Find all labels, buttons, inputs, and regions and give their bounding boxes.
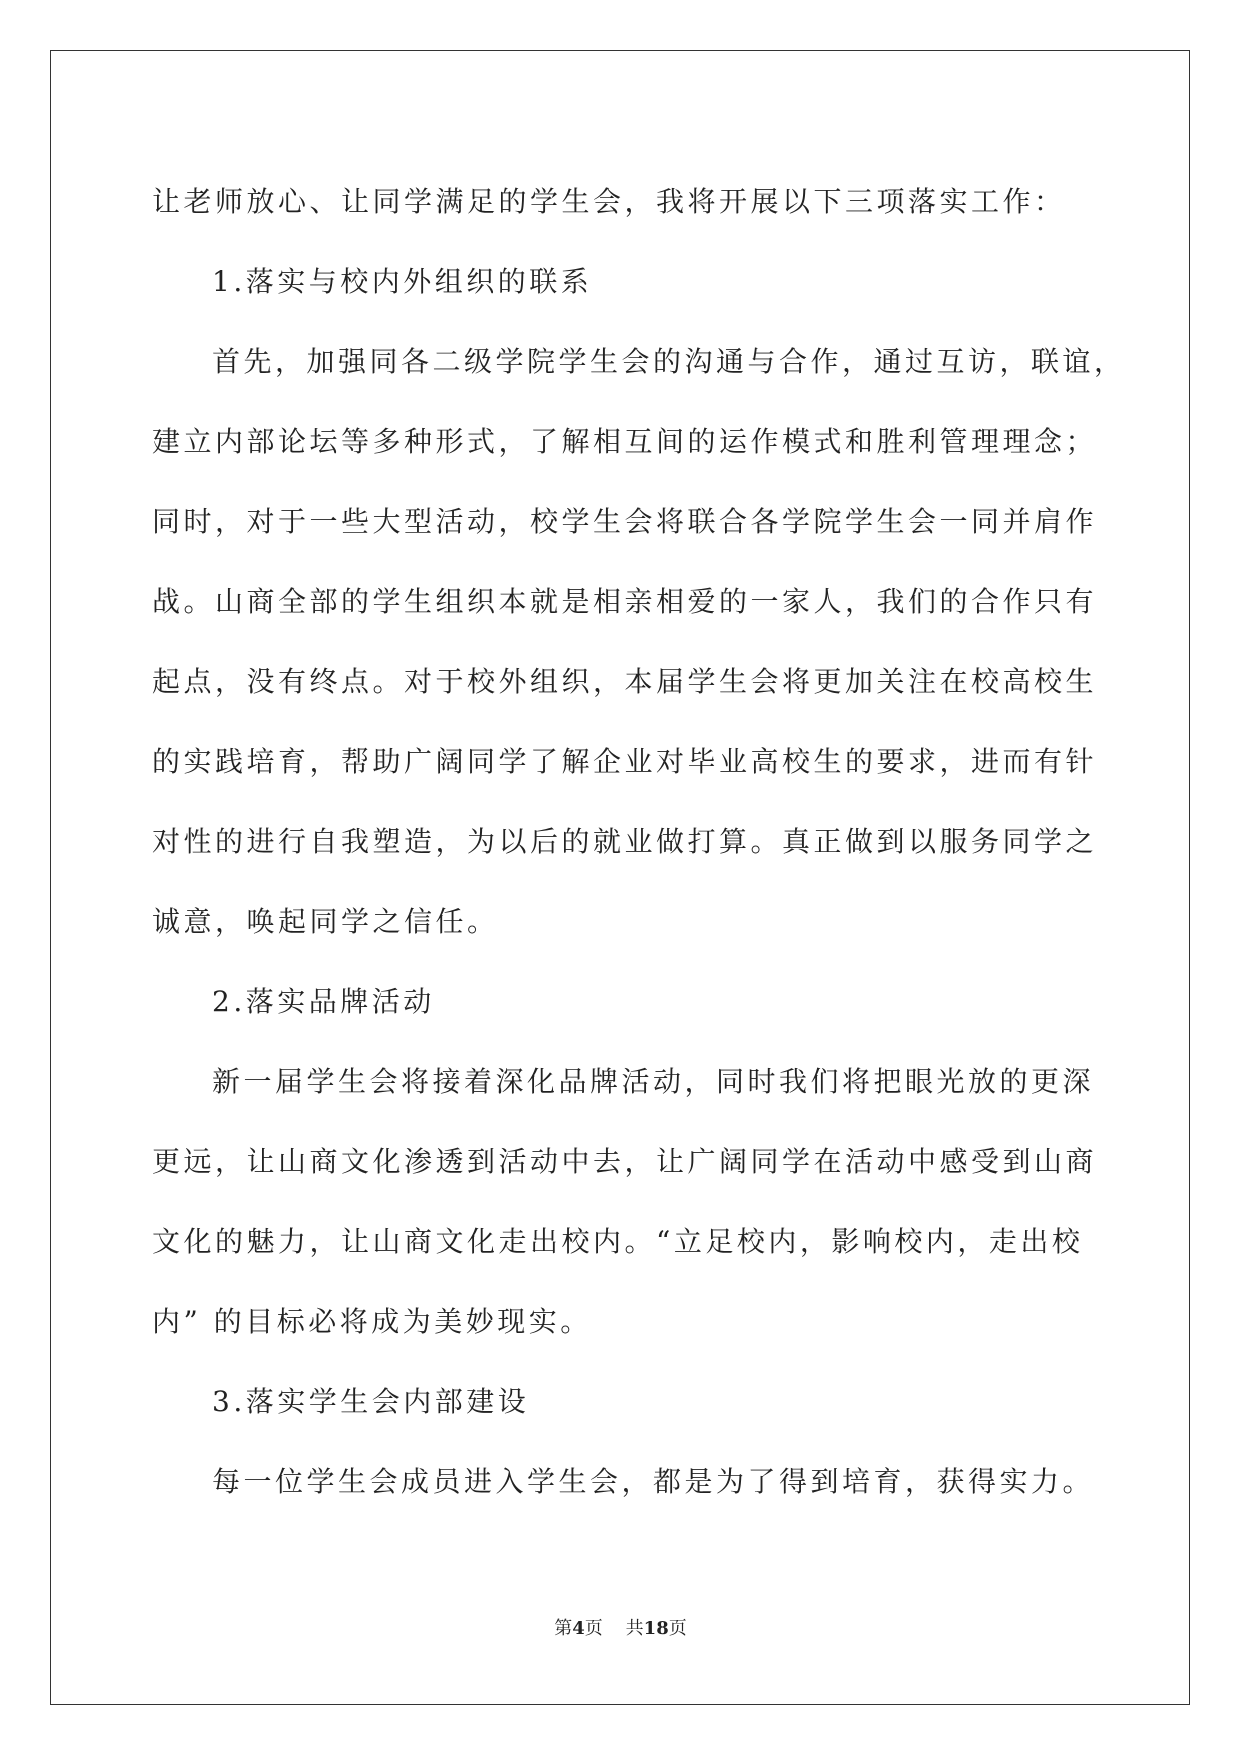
paragraph-line: 建立内部论坛等多种形式，了解相互间的运作模式和胜利管理理念；	[152, 425, 1098, 458]
page-number: 4	[572, 1618, 585, 1639]
total-prefix: 共	[625, 1618, 644, 1639]
paragraph-line: 内” 的目标必将成为美妙现实。	[152, 1305, 592, 1338]
paragraph-line: 让老师放心、让同学满足的学生会，我将开展以下三项落实工作：	[152, 185, 1066, 218]
page-prefix: 第	[554, 1618, 573, 1639]
section-heading: 3.落实学生会内部建设	[212, 1385, 530, 1418]
paragraph-line: 战。山商全部的学生组织本就是相亲相爱的一家人，我们的合作只有	[152, 585, 1098, 618]
paragraph-line: 首先，加强同各二级学院学生会的沟通与合作，通过互访，联谊，	[212, 345, 1126, 378]
paragraph-line: 每一位学生会成员进入学生会，都是为了得到培育，获得实力。	[212, 1465, 1095, 1498]
paragraph-line: 对性的进行自我塑造，为以后的就业做打算。真正做到以服务同学之	[152, 825, 1098, 858]
paragraph-line: 起点，没有终点。对于校外组织，本届学生会将更加关注在校高校生	[152, 665, 1098, 698]
page-footer	[0, 1614, 1241, 1640]
section-heading: 1.落实与校内外组织的联系	[212, 265, 593, 298]
paragraph-line: 的实践培育，帮助广阔同学了解企业对毕业高校生的要求，进而有针	[152, 745, 1098, 778]
paragraph-line: 诚意，唤起同学之信任。	[152, 905, 499, 938]
paragraph-line: 同时，对于一些大型活动，校学生会将联合各学院学生会一同并肩作	[152, 505, 1098, 538]
paragraph-line: 新一届学生会将接着深化品牌活动，同时我们将把眼光放的更深	[212, 1065, 1095, 1098]
section-heading: 2.落实品牌活动	[212, 985, 435, 1018]
document-body	[152, 162, 1126, 1522]
paragraph-line: 文化的魅力，让山商文化走出校内。“立足校内，影响校内，走出校	[152, 1225, 1084, 1258]
page-suffix: 页	[584, 1618, 603, 1639]
total-suffix: 页	[668, 1618, 687, 1639]
paragraph-line: 更远，让山商文化渗透到活动中去，让广阔同学在活动中感受到山商	[152, 1145, 1098, 1178]
total-pages: 18	[643, 1618, 669, 1639]
